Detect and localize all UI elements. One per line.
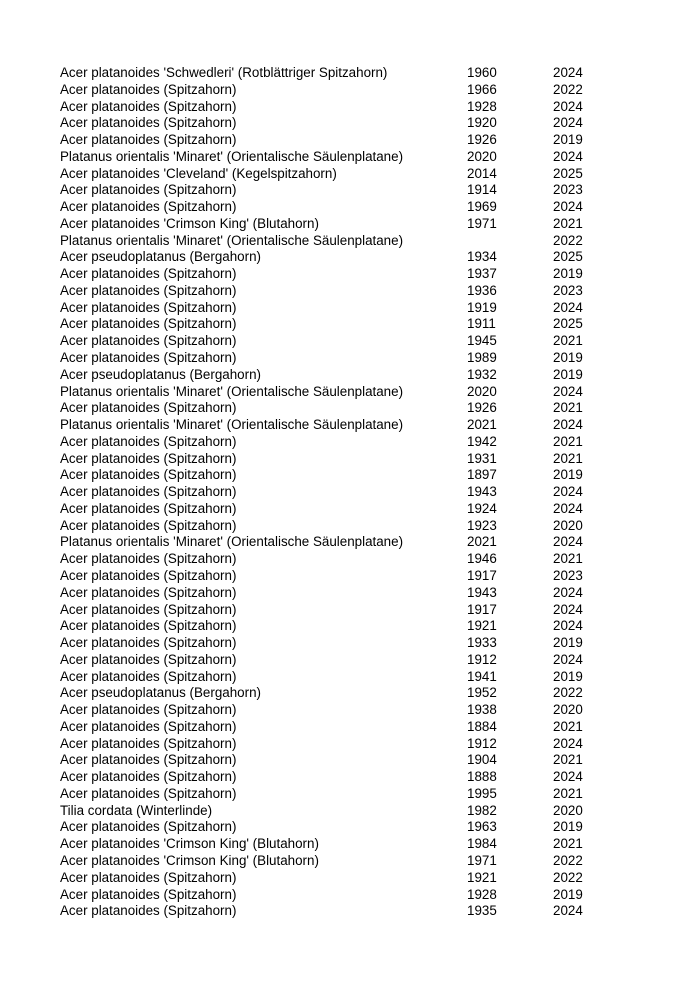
table-row bbox=[60, 585, 620, 602]
planting-year-cell: 1926 bbox=[467, 132, 497, 148]
record-year-cell: 2019 bbox=[553, 886, 583, 902]
record-year-cell: 2022 bbox=[553, 869, 583, 885]
planting-year-cell: 1963 bbox=[467, 819, 497, 835]
table-row bbox=[60, 367, 620, 384]
planting-year-cell: 1982 bbox=[467, 802, 497, 818]
tree-species-cell: Acer platanoides (Spitzahorn) bbox=[60, 618, 237, 634]
tree-species-cell: Acer platanoides (Spitzahorn) bbox=[60, 266, 237, 282]
table-row bbox=[60, 853, 620, 870]
tree-species-cell: Acer platanoides (Spitzahorn) bbox=[60, 886, 237, 902]
tree-species-cell: Acer platanoides (Spitzahorn) bbox=[60, 98, 237, 114]
tree-species-cell: Acer platanoides (Spitzahorn) bbox=[60, 81, 237, 97]
planting-year-cell: 1897 bbox=[467, 467, 497, 483]
record-year-cell: 2019 bbox=[553, 467, 583, 483]
tree-species-cell: Acer platanoides (Spitzahorn) bbox=[60, 182, 237, 198]
tree-species-cell: Acer platanoides 'Schwedleri' (Rotblättriger Spitzahorn) bbox=[60, 65, 388, 80]
table-row bbox=[60, 266, 620, 283]
record-year-cell: 2021 bbox=[553, 450, 583, 466]
planting-year-cell: 1888 bbox=[467, 769, 497, 785]
record-year-cell: 2019 bbox=[553, 819, 583, 835]
tree-species-cell: Acer platanoides (Spitzahorn) bbox=[60, 333, 237, 349]
record-year-cell: 2019 bbox=[553, 366, 583, 382]
tree-species-cell: Acer platanoides (Spitzahorn) bbox=[60, 450, 237, 466]
tree-species-cell: Acer platanoides (Spitzahorn) bbox=[60, 350, 237, 366]
record-year-cell: 2021 bbox=[553, 718, 583, 734]
record-year-cell: 2024 bbox=[553, 534, 583, 550]
record-year-cell: 2024 bbox=[553, 903, 583, 919]
table-row bbox=[60, 702, 620, 719]
tree-species-cell: Acer platanoides (Spitzahorn) bbox=[60, 584, 237, 600]
tree-species-cell: Acer platanoides (Spitzahorn) bbox=[60, 702, 237, 718]
record-year-cell: 2022 bbox=[553, 685, 583, 701]
tree-species-cell: Acer platanoides (Spitzahorn) bbox=[60, 785, 237, 801]
planting-year-cell: 1969 bbox=[467, 199, 497, 215]
record-year-cell: 2024 bbox=[553, 383, 583, 399]
table-row bbox=[60, 635, 620, 652]
record-year-cell: 2024 bbox=[553, 484, 583, 500]
record-year-cell: 2022 bbox=[553, 852, 583, 868]
table-row bbox=[60, 836, 620, 853]
tree-species-cell: Acer platanoides (Spitzahorn) bbox=[60, 651, 237, 667]
planting-year-cell: 1941 bbox=[467, 668, 497, 684]
tree-species-cell: Acer pseudoplatanus (Bergahorn) bbox=[60, 685, 261, 701]
record-year-cell: 2022 bbox=[553, 232, 583, 248]
tree-species-cell: Acer platanoides (Spitzahorn) bbox=[60, 903, 237, 919]
planting-year-cell: 2021 bbox=[467, 534, 497, 550]
tree-species-cell: Platanus orientalis 'Minaret' (Orientalische Säulenplatane) bbox=[60, 383, 404, 399]
record-year-cell: 2020 bbox=[553, 702, 583, 718]
table-row bbox=[60, 652, 620, 669]
planting-year-cell: 1960 bbox=[467, 65, 497, 80]
tree-species-cell: Tilia cordata (Winterlinde) bbox=[60, 802, 213, 818]
record-year-cell: 2019 bbox=[553, 635, 583, 651]
table-row bbox=[60, 669, 620, 686]
tree-species-cell: Acer platanoides (Spitzahorn) bbox=[60, 769, 237, 785]
table-row bbox=[60, 283, 620, 300]
record-year-cell: 2024 bbox=[553, 115, 583, 131]
table-row bbox=[60, 249, 620, 266]
tree-species-cell: Platanus orientalis 'Minaret' (Orientalische Säulenplatane) bbox=[60, 417, 404, 433]
tree-species-cell: Platanus orientalis 'Minaret' (Orientalische Säulenplatane) bbox=[60, 232, 404, 248]
tree-species-cell: Acer platanoides (Spitzahorn) bbox=[60, 400, 237, 416]
table-row bbox=[60, 819, 620, 836]
tree-species-cell: Acer platanoides (Spitzahorn) bbox=[60, 869, 237, 885]
planting-year-cell: 1995 bbox=[467, 785, 497, 801]
table-row bbox=[60, 233, 620, 250]
planting-year-cell: 1914 bbox=[467, 182, 497, 198]
table-row bbox=[60, 518, 620, 535]
tree-species-cell: Acer platanoides 'Crimson King' (Blutahorn) bbox=[60, 836, 319, 852]
planting-year-cell: 1926 bbox=[467, 400, 497, 416]
planting-year-cell: 1917 bbox=[467, 601, 497, 617]
table-row bbox=[60, 99, 620, 116]
planting-year-cell: 1931 bbox=[467, 450, 497, 466]
tree-species-cell: Acer platanoides (Spitzahorn) bbox=[60, 601, 237, 617]
table-row bbox=[60, 182, 620, 199]
tree-species-cell: Acer platanoides (Spitzahorn) bbox=[60, 299, 237, 315]
table-row bbox=[60, 333, 620, 350]
tree-species-cell: Acer platanoides (Spitzahorn) bbox=[60, 517, 237, 533]
record-year-cell: 2024 bbox=[553, 65, 583, 80]
record-year-cell: 2022 bbox=[553, 81, 583, 97]
table-row bbox=[60, 400, 620, 417]
table-row bbox=[60, 786, 620, 803]
table-row bbox=[60, 216, 620, 233]
planting-year-cell: 1933 bbox=[467, 635, 497, 651]
planting-year-cell: 1928 bbox=[467, 98, 497, 114]
planting-year-cell: 1937 bbox=[467, 266, 497, 282]
table-row bbox=[60, 534, 620, 551]
table-row bbox=[60, 451, 620, 468]
record-year-cell: 2024 bbox=[553, 98, 583, 114]
table-row bbox=[60, 501, 620, 518]
tree-species-cell: Acer platanoides (Spitzahorn) bbox=[60, 433, 237, 449]
tree-species-cell: Acer platanoides 'Crimson King' (Blutahorn) bbox=[60, 215, 319, 231]
tree-species-cell: Acer platanoides (Spitzahorn) bbox=[60, 735, 237, 751]
planting-year-cell: 1921 bbox=[467, 869, 497, 885]
record-year-cell: 2023 bbox=[553, 182, 583, 198]
tree-species-cell: Acer platanoides (Spitzahorn) bbox=[60, 668, 237, 684]
planting-year-cell: 1936 bbox=[467, 282, 497, 298]
record-year-cell: 2020 bbox=[553, 517, 583, 533]
table-row bbox=[60, 316, 620, 333]
tree-species-cell: Acer platanoides (Spitzahorn) bbox=[60, 316, 237, 332]
table-row bbox=[60, 769, 620, 786]
planting-year-cell: 1966 bbox=[467, 81, 497, 97]
table-row bbox=[60, 685, 620, 702]
planting-year-cell: 1952 bbox=[467, 685, 497, 701]
table-row bbox=[60, 602, 620, 619]
tree-species-cell: Acer platanoides 'Crimson King' (Blutahorn) bbox=[60, 852, 319, 868]
record-year-cell: 2025 bbox=[553, 316, 583, 332]
tree-species-cell: Acer pseudoplatanus (Bergahorn) bbox=[60, 249, 261, 265]
record-year-cell: 2021 bbox=[553, 215, 583, 231]
planting-year-cell: 2021 bbox=[467, 417, 497, 433]
tree-species-cell: Platanus orientalis 'Minaret' (Orientalische Säulenplatane) bbox=[60, 148, 404, 164]
planting-year-cell: 1984 bbox=[467, 836, 497, 852]
planting-year-cell: 1943 bbox=[467, 584, 497, 600]
record-year-cell: 2024 bbox=[553, 601, 583, 617]
record-year-cell: 2021 bbox=[553, 752, 583, 768]
planting-year-cell: 1943 bbox=[467, 484, 497, 500]
table-row bbox=[60, 115, 620, 132]
planting-year-cell: 2020 bbox=[467, 148, 497, 164]
tree-species-cell: Acer platanoides (Spitzahorn) bbox=[60, 484, 237, 500]
table-row bbox=[60, 82, 620, 99]
planting-year-cell: 1942 bbox=[467, 433, 497, 449]
record-year-cell: 2024 bbox=[553, 618, 583, 634]
record-year-cell: 2019 bbox=[553, 350, 583, 366]
tree-species-cell: Acer platanoides (Spitzahorn) bbox=[60, 551, 237, 567]
tree-species-cell: Acer platanoides (Spitzahorn) bbox=[60, 635, 237, 651]
table-row bbox=[60, 887, 620, 904]
planting-year-cell: 1920 bbox=[467, 115, 497, 131]
tree-species-cell: Acer platanoides (Spitzahorn) bbox=[60, 500, 237, 516]
table-row bbox=[60, 903, 620, 920]
planting-year-cell: 1924 bbox=[467, 500, 497, 516]
table-row bbox=[60, 551, 620, 568]
planting-year-cell: 1935 bbox=[467, 903, 497, 919]
planting-year-cell: 2014 bbox=[467, 165, 497, 181]
planting-year-cell: 1989 bbox=[467, 350, 497, 366]
table-row bbox=[60, 752, 620, 769]
tree-species-cell: Acer platanoides (Spitzahorn) bbox=[60, 282, 237, 298]
table-row bbox=[60, 132, 620, 149]
table-row bbox=[60, 484, 620, 501]
planting-year-cell: 1921 bbox=[467, 618, 497, 634]
record-year-cell: 2021 bbox=[553, 785, 583, 801]
record-year-cell: 2021 bbox=[553, 433, 583, 449]
tree-species-cell: Acer platanoides 'Cleveland' (Kegelspitzahorn) bbox=[60, 165, 337, 181]
planting-year-cell: 1917 bbox=[467, 567, 497, 583]
planting-year-cell: 1934 bbox=[467, 249, 497, 265]
table-row bbox=[60, 719, 620, 736]
table-row bbox=[60, 467, 620, 484]
record-year-cell: 2019 bbox=[553, 266, 583, 282]
table-row bbox=[60, 149, 620, 166]
tree-table bbox=[60, 65, 620, 920]
tree-species-cell: Acer platanoides (Spitzahorn) bbox=[60, 132, 237, 148]
record-year-cell: 2024 bbox=[553, 651, 583, 667]
record-year-cell: 2024 bbox=[553, 500, 583, 516]
tree-species-cell: Acer platanoides (Spitzahorn) bbox=[60, 199, 237, 215]
planting-year-cell: 1911 bbox=[467, 316, 496, 332]
record-year-cell: 2021 bbox=[553, 836, 583, 852]
tree-species-cell: Acer platanoides (Spitzahorn) bbox=[60, 718, 237, 734]
record-year-cell: 2025 bbox=[553, 165, 583, 181]
table-row bbox=[60, 434, 620, 451]
planting-year-cell: 1971 bbox=[467, 852, 497, 868]
tree-species-cell: Acer platanoides (Spitzahorn) bbox=[60, 467, 237, 483]
planting-year-cell: 1928 bbox=[467, 886, 497, 902]
planting-year-cell: 1971 bbox=[467, 215, 497, 231]
tree-species-cell: Acer platanoides (Spitzahorn) bbox=[60, 819, 237, 835]
tree-species-cell: Acer platanoides (Spitzahorn) bbox=[60, 567, 237, 583]
table-row bbox=[60, 618, 620, 635]
record-year-cell: 2019 bbox=[553, 132, 583, 148]
table-row bbox=[60, 199, 620, 216]
planting-year-cell: 1945 bbox=[467, 333, 497, 349]
record-year-cell: 2023 bbox=[553, 282, 583, 298]
table-row bbox=[60, 870, 620, 887]
record-year-cell: 2024 bbox=[553, 584, 583, 600]
planting-year-cell: 1884 bbox=[467, 718, 497, 734]
record-year-cell: 2021 bbox=[553, 400, 583, 416]
planting-year-cell: 1932 bbox=[467, 366, 497, 382]
planting-year-cell: 1946 bbox=[467, 551, 497, 567]
table-row bbox=[60, 300, 620, 317]
record-year-cell: 2021 bbox=[553, 551, 583, 567]
record-year-cell: 2024 bbox=[553, 299, 583, 315]
planting-year-cell: 2020 bbox=[467, 383, 497, 399]
tree-species-cell: Acer platanoides (Spitzahorn) bbox=[60, 752, 237, 768]
table-row bbox=[60, 568, 620, 585]
tree-species-cell: Acer platanoides (Spitzahorn) bbox=[60, 115, 237, 131]
record-year-cell: 2019 bbox=[553, 668, 583, 684]
table-row bbox=[60, 736, 620, 753]
record-year-cell: 2024 bbox=[553, 735, 583, 751]
record-year-cell: 2023 bbox=[553, 567, 583, 583]
record-year-cell: 2020 bbox=[553, 802, 583, 818]
table-row bbox=[60, 65, 620, 82]
planting-year-cell: 1919 bbox=[467, 299, 497, 315]
planting-year-cell: 1923 bbox=[467, 517, 497, 533]
tree-species-cell: Platanus orientalis 'Minaret' (Orientalische Säulenplatane) bbox=[60, 534, 404, 550]
record-year-cell: 2024 bbox=[553, 417, 583, 433]
record-year-cell: 2024 bbox=[553, 148, 583, 164]
table-row bbox=[60, 803, 620, 820]
planting-year-cell: 1938 bbox=[467, 702, 497, 718]
planting-year-cell: 1904 bbox=[467, 752, 497, 768]
record-year-cell: 2025 bbox=[553, 249, 583, 265]
record-year-cell: 2021 bbox=[553, 333, 583, 349]
table-row bbox=[60, 166, 620, 183]
record-year-cell: 2024 bbox=[553, 769, 583, 785]
table-row bbox=[60, 417, 620, 434]
tree-species-cell: Acer pseudoplatanus (Bergahorn) bbox=[60, 366, 261, 382]
record-year-cell: 2024 bbox=[553, 199, 583, 215]
planting-year-cell: 1912 bbox=[467, 651, 497, 667]
table-row bbox=[60, 384, 620, 401]
table-row bbox=[60, 350, 620, 367]
planting-year-cell: 1912 bbox=[467, 735, 497, 751]
